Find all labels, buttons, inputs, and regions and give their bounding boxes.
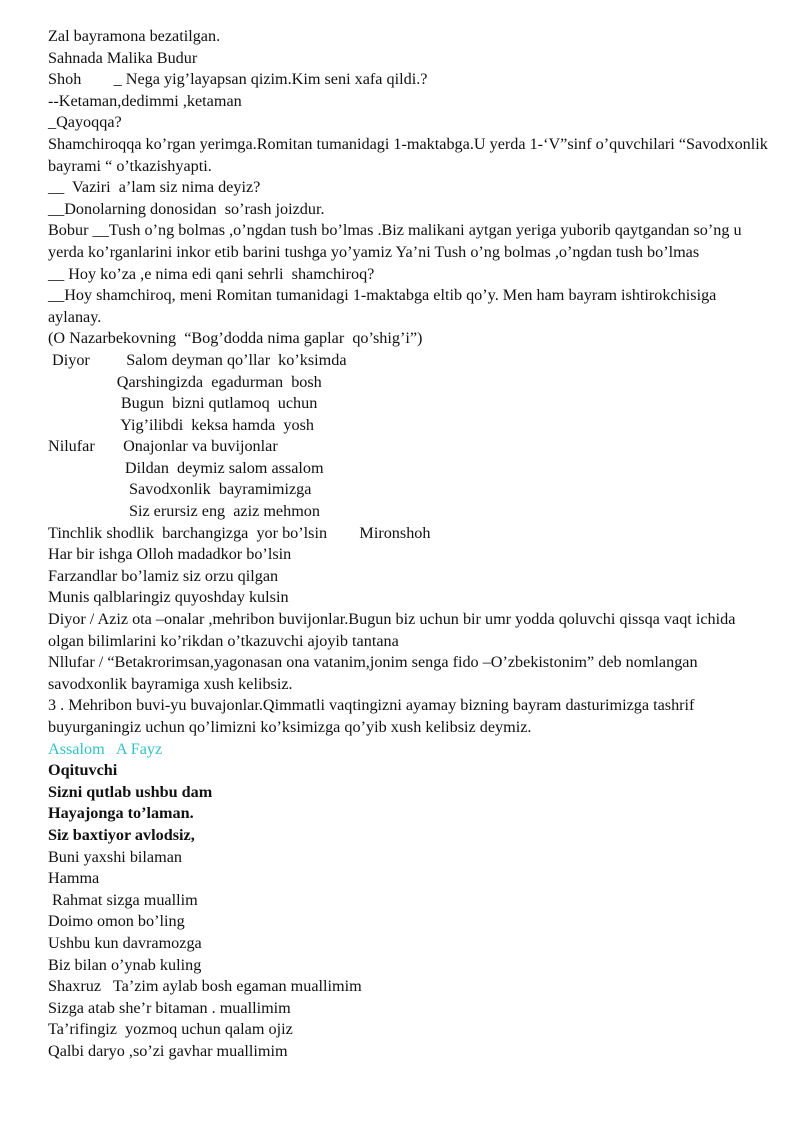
text-line: Har bir ishga Olloh madadkor bo’lsin (48, 545, 292, 564)
text-line: Shamchiroqqa ko’rgan yerimga.Romitan tumanidagi 1-maktabga.U yerda 1-‘V”sinf o’quvchilari “Savodxonlik bayrami “ o’tkazishyapti. (48, 134, 768, 175)
text-line: Qarshingizda egadurman bosh (48, 372, 322, 391)
text-line: Doimo omon bo’ling (48, 912, 185, 931)
text-line: Buni yaxshi bilaman (48, 847, 182, 866)
text-line: Assalom A Fayz (48, 739, 163, 758)
text-line: Munis qalblaringiz quyoshday kulsin (48, 588, 289, 607)
text-line: Qalbi daryo ,so’zi gavhar muallimim (48, 1041, 288, 1060)
text-line: 3 . Mehribon buvi-yu buvajonlar.Qimmatli vaqtingizni ayamay bizning bayram dasturimizga tashrif buyurganingiz uchun qo’limizni ko’ksimizga qo’yib xush kelibsiz deymiz. (48, 696, 695, 736)
text-line: Nllufar / “Betakrorimsan,yagonasan ona vatanim,jonim senga fido –O’zbekistonim” deb nomlangan savodxonlik bayramiga xush kelibsiz. (48, 653, 698, 693)
text-line: Tinchlik shodlik barchangizga yor bo’lsin Mironshoh (48, 523, 431, 542)
text-line: Sizga atab she’r bitaman . muallimim (48, 998, 291, 1017)
text-line: Bobur __Tush o’ng bolmas ,o’ngdan tush bo’lmas .Biz malikani aytgan yeriga yuborib qaytgandan so’ng u yerda ko’rganlarini inkor etib barini tushga yo’yamiz Ya’ni Tush o’ng bolmas ,o’ngdan tush bo’lmas (48, 221, 742, 261)
text-line: Biz bilan o’ynab kuling (48, 955, 202, 974)
text-line: Siz erursiz eng aziz mehmon (48, 502, 320, 521)
text-line: Savodxonlik bayramimizga (48, 480, 312, 499)
text-line: __ Hoy ko’za ,e nima edi qani sehrli shamchiroq? (48, 264, 375, 283)
text-line: __Hoy shamchiroq, meni Romitan tumanidagi 1-maktabga eltib qo’y. Men ham bayram ishtirokchisiga aylanay. (48, 286, 717, 326)
text-line: Siz baxtiyor avlodsiz, (48, 825, 195, 844)
text-line: Sizni qutlab ushbu dam (48, 782, 213, 801)
text-line: __Donolarning donosidan so’rash joizdur. (48, 199, 325, 218)
text-line: Rahmat sizga muallim (48, 890, 198, 909)
text-line: Hamma (48, 869, 100, 888)
text-line: Dildan deymiz salom assalom (48, 458, 324, 477)
document-page (48, 26, 768, 1063)
text-line: Oqituvchi (48, 761, 118, 780)
text-line: Yig’ilibdi keksa hamda yosh (48, 415, 315, 434)
text-line: Farzandlar bo’lamiz siz orzu qilgan (48, 566, 279, 585)
text-line: Shoh _ Nega yig’layapsan qizim.Kim seni xafa qildi.? (48, 70, 428, 89)
text-line: Shaxruz Ta’zim aylab bosh egaman muallimim (48, 977, 362, 996)
text-line: (O Nazarbekovning “Bog’dodda nima gaplar qo’shig’i”) (48, 329, 423, 348)
text-line: Diyor Salom deyman qo’llar ko’ksimda (48, 350, 347, 369)
text-line: Diyor / Aziz ota –onalar ,mehribon buvijonlar.Bugun biz uchun bir umr yodda qoluvchi qissqa vaqt ichida olgan bilimlarini ko’rikdan o’tkazuvchi ajoyib tantana (48, 610, 736, 650)
text-line: Zal bayramona bezatilgan. (48, 27, 221, 45)
text-line: Hayajonga to’laman. (48, 804, 194, 823)
text-line: --Ketaman,dedimmi ,ketaman (48, 91, 242, 110)
text-line: Ushbu kun davramozga (48, 933, 202, 952)
text-line: __ Vaziri a’lam siz nima deyiz? (48, 178, 261, 197)
text-line: _Qayoqqa? (48, 113, 122, 132)
text-line: Ta’rifingiz yozmoq uchun qalam ojiz (48, 1020, 293, 1039)
text-line: Nilufar Onajonlar va buvijonlar (48, 437, 278, 456)
text-line: Sahnada Malika Budur (48, 48, 198, 67)
text-line: Bugun bizni qutlamoq uchun (48, 394, 318, 413)
